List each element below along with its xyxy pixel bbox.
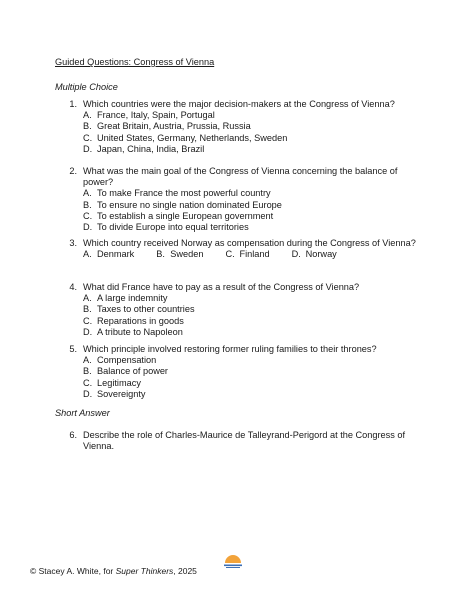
option-b: B. Balance of power [83, 366, 168, 377]
question-number: 2. [69, 166, 77, 176]
question-text: What was the main goal of the Congress of Vienna concerning the balance of power? [83, 166, 398, 188]
question-5 [55, 344, 420, 400]
question-3 [55, 238, 420, 260]
option-a: A. Denmark [83, 249, 135, 260]
page-title: Guided Questions: Congress of Vienna [55, 57, 215, 67]
question-number: 1. [69, 99, 77, 109]
question-text: Which principle involved restoring former ruling families to their thrones? [83, 344, 377, 354]
question-text: Which country received Norway as compensation during the Congress of Vienna? [83, 238, 416, 248]
copyright-footer [30, 566, 197, 577]
footer-suffix: , 2025 [173, 566, 197, 576]
question-text: What did France have to pay as a result of the Congress of Vienna? [83, 282, 360, 292]
option-a: A. France, Italy, Spain, Portugal [83, 110, 215, 121]
question-text: Which countries were the major decision-makers at the Congress of Vienna? [83, 99, 395, 109]
option-d: D. Sovereignty [83, 388, 146, 399]
option-b: B. Great Britain, Austria, Prussia, Russia [83, 121, 251, 132]
question-1 [55, 99, 420, 155]
question-number: 6. [69, 430, 77, 440]
option-d: D. Japan, China, India, Brazil [83, 143, 205, 154]
option-d: D. To divide Europe into equal territories [83, 222, 249, 233]
sun-logo-icon [222, 552, 244, 570]
section-heading-short-answer: Short Answer [55, 408, 110, 418]
question-number: 5. [69, 344, 77, 354]
option-c: C. Legitimacy [83, 377, 141, 388]
option-c: C. Reparations in goods [83, 315, 184, 326]
option-b: B. Sweden [156, 249, 204, 260]
option-d: D. A tribute to Napoleon [83, 326, 183, 337]
option-d: D. Norway [291, 249, 337, 260]
option-c: C. To establish a single European government [83, 210, 274, 221]
option-c: C. Finland [225, 249, 270, 260]
option-b: B. Taxes to other countries [83, 304, 195, 315]
question-text: Describe the role of Charles-Maurice de Talleyrand-Perigord at the Congress of Vienna. [83, 430, 406, 452]
section-heading-multiple-choice: Multiple Choice [55, 82, 118, 92]
option-a: A. Compensation [83, 355, 157, 366]
question-4 [55, 282, 420, 338]
option-b: B. To ensure no single nation dominated Europe [83, 199, 282, 210]
question-6 [55, 430, 420, 452]
question-2 [55, 166, 420, 233]
question-number: 3. [69, 238, 77, 248]
option-a: A. A large indemnity [83, 293, 168, 304]
option-c: C. United States, Germany, Netherlands, Sweden [83, 132, 288, 143]
question-number: 4. [69, 282, 77, 292]
footer-brand: Super Thinkers [115, 566, 174, 576]
option-a: A. To make France the most powerful country [83, 188, 271, 199]
footer-prefix: © Stacey A. White, for [30, 566, 116, 576]
